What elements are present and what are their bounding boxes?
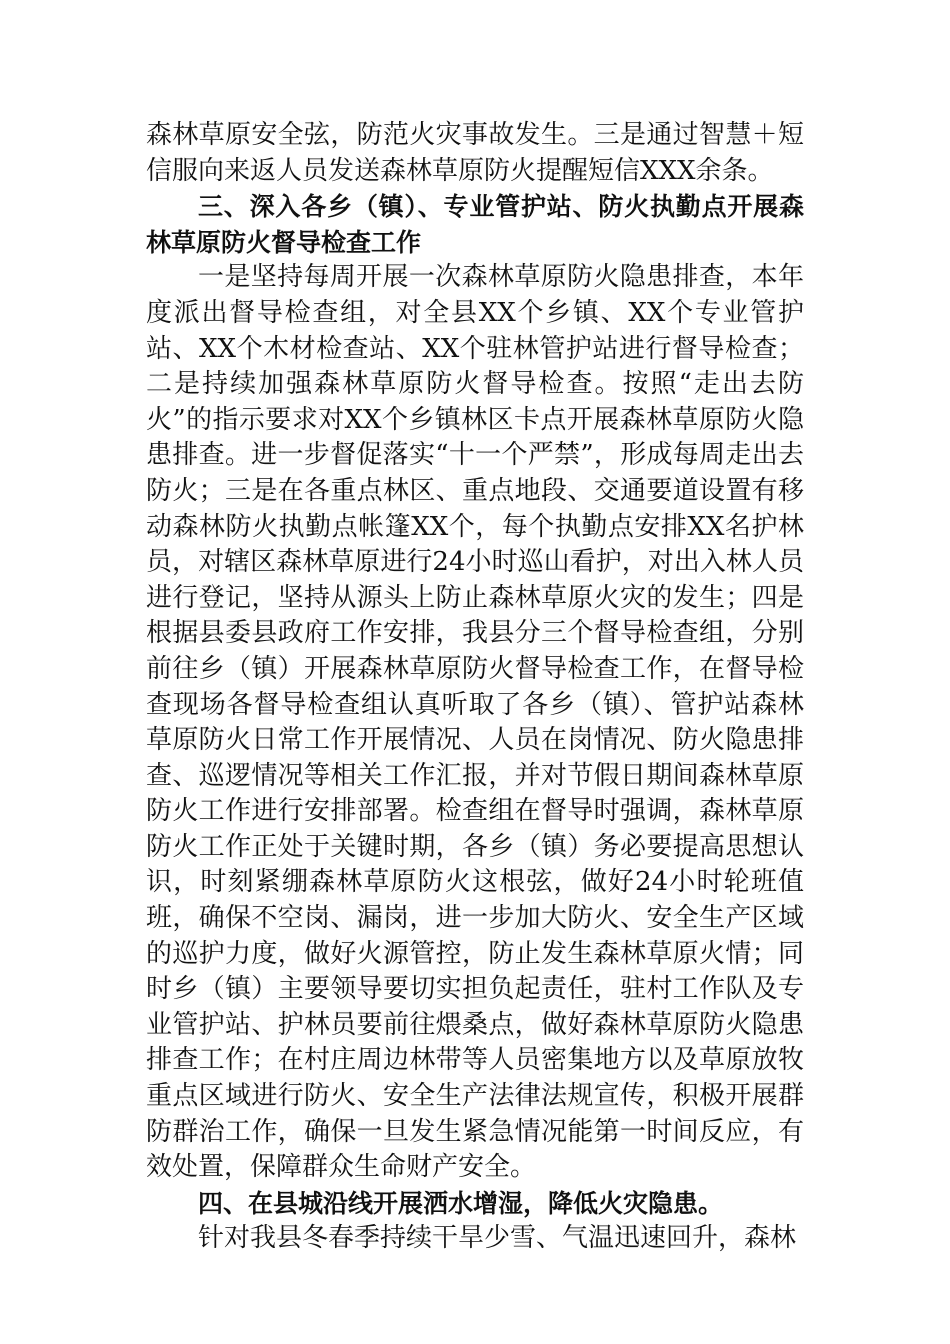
section-heading-3: 三、深入各乡（镇）、专业管护站、防火执勤点开展森林草原防火督导检查工作 (146, 192, 804, 257)
paragraph-continuation: 森林草原安全弦，防范火灾事故发生。三是通过智慧＋短信服向来返人员发送森林草原防火提醒短信XXX余条。 (146, 120, 804, 186)
section-heading-4: 四、在县城沿线开展洒水增湿，降低火灾隐患。 (198, 1188, 724, 1218)
paragraph-section-4-body: 针对我县冬春季持续干旱少雪、气温迅速回升，森林 (198, 1223, 797, 1254)
document-page (146, 118, 804, 1257)
paragraph-section-3-body: 一是坚持每周开展一次森林草原防火隐患排查，本年度派出督导检查组，对全县XX个乡镇、XX个专业管护站、XX个木材检查站、XX个驻林管护站进行督导检查；二是持续加强森林草原防火督导检查。按照“走出去防火”的指示要求对XX个乡镇林区卡点开展森林草原防火隐患排查。进一步督促落实“十一个严禁”，形成每周走出去防火；三是在各重点林区、重点地段、交通要道设置有移动森林防火执勤点帐篷XX个，每个执勤点安排XX名护林员，对辖区森林草原进行24小时巡山看护，对出入林人员进行登记，坚持从源头上防止森林草原火灾的发生；四是根据县委县政府工作安排，我县分三个督导检查组，分别前往乡（镇）开展森林草原防火督导检查工作，在督导检查现场各督导检查组认真听取了各乡（镇）、管护站森林草原防火日常工作开展情况、人员在岗情况、防火隐患排查、巡逻情况等相关工作汇报，并对节假日期间森林草原防火工作进行安排部署。检查组在督导时强调，森林草原防火工作正处于关键时期，各乡（镇）务必要提高思想认识，时刻紧绷森林草原防火这根弦，做好24小时轮班值班，确保不空岗、漏岗，进一步加大防火、安全生产区域的巡护力度，做好火源管控，防止发生森林草原火情；同时乡（镇）主要领导要切实担负起责任，驻村工作队及专业管护站、护林员要前往煨桑点，做好森林草原防火隐患排查工作；在村庄周边林带等人员密集地方以及草原放牧重点区域进行防火、安全生产法律法规宣传，积极开展群防群治工作，确保一旦发生紧急情况能第一时间反应，有效处置，保障群众生命财产安全。 (146, 262, 804, 1183)
